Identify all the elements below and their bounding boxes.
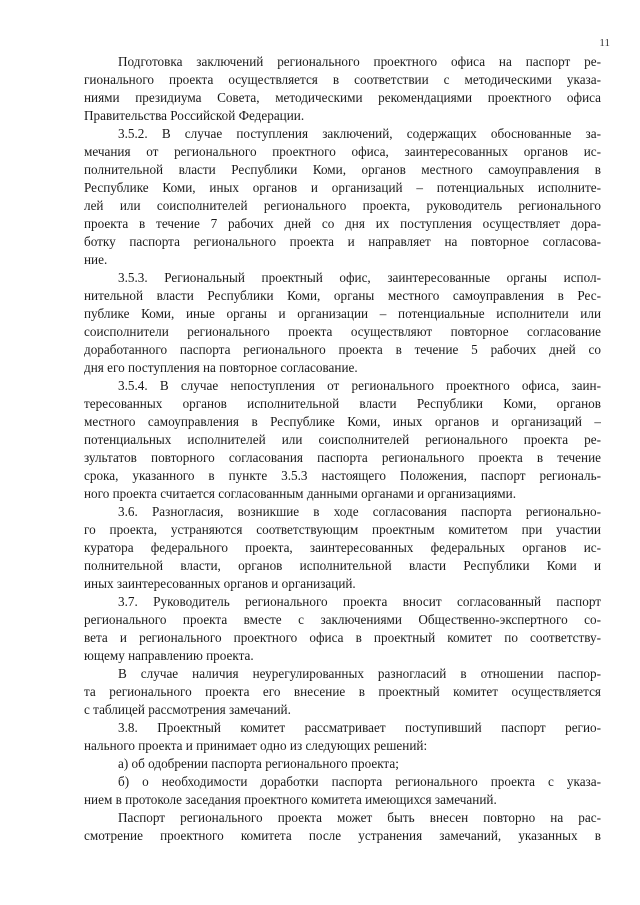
text-line: регионального проекта вместе с заключениями Общественно-экспертного со- (84, 612, 601, 627)
text-line: нального проекта и принимает одно из следующих решений: (84, 738, 428, 753)
text-line: та регионального проекта его внесение в проектный комитет осуществляется (84, 684, 601, 699)
text-line: проекта в течение 7 рабочих дней со дня их поступления осуществляет дора- (84, 216, 601, 231)
text-line: 3.6. Разногласия, возникшие в ходе согласования паспорта регионально- (118, 504, 601, 519)
text-line: куратора федерального проекта, заинтересованных федеральных органов ис- (84, 540, 601, 555)
text-line: ющему направлению проекта. (84, 648, 254, 663)
text-line: ниями президиума Совета, методическими рекомендациями проектного офиса (84, 90, 601, 105)
text-line: полнительной власти, органов исполнительной власти Республики Коми и (84, 558, 601, 573)
text-line: иных заинтересованных органов и организаций. (84, 576, 356, 591)
text-line: 3.5.4. В случае непоступления от регионального проектного офиса, заин- (118, 378, 601, 393)
text-line: 3.8. Проектный комитет рассматривает поступивший паспорт регио- (118, 720, 601, 735)
text-line: 3.5.3. Региональный проектный офис, заинтересованные органы испол- (118, 270, 601, 285)
text-line: соисполнители регионального проекта осуществляют повторное согласование (84, 324, 601, 339)
text-line: вета и регионального проектного офиса в проектный комитет по соответству- (84, 630, 601, 645)
text-line: нием в протоколе заседания проектного комитета имеющихся замечаний. (84, 792, 497, 807)
text-line: го проекта, устраняются соответствующим проектным комитетом при участии (84, 522, 601, 537)
text-line: 3.5.2. В случае поступления заключений, содержащих обоснованные за- (118, 126, 601, 141)
text-line: местного самоуправления в Республике Коми, иных органов и организаций – (84, 414, 601, 429)
text-line: лей или соисполнителей регионального проекта, руководитель регионального (84, 198, 601, 213)
text-line: потенциальных исполнителей или соисполнителей регионального проекта ре- (84, 432, 601, 447)
text-line: б) о необходимости доработки паспорта регионального проекта с указа- (118, 774, 601, 789)
text-line: зультатов повторного согласования паспорта регионального проекта в течение (84, 450, 601, 465)
text-line: нительной власти Республики Коми, органы местного самоуправления в Рес- (84, 288, 601, 303)
text-line: а) об одобрении паспорта регионального проекта; (118, 756, 399, 771)
text-line: тересованных органов исполнительной власти Республики Коми, органов (84, 396, 601, 411)
text-line: доработанного паспорта регионального проекта в течение 5 рабочих дней со (84, 342, 601, 357)
text-line: Паспорт регионального проекта может быть внесен повторно на рас- (118, 810, 601, 825)
text-line: полнительной власти Республики Коми, органов местного самоуправления в (84, 162, 601, 177)
text-line: мечания от регионального проектного офиса, заинтересованных органов ис- (84, 144, 601, 159)
text-line: Республике Коми, иных органов и организаций – потенциальных исполните- (84, 180, 601, 195)
text-line: ботку паспорта регионального проекта и направляет на повторное согласова- (84, 234, 601, 249)
text-line: ного проекта считается согласованным данными органами и организациями. (84, 486, 516, 501)
page-number: 11 (599, 37, 610, 49)
text-line: Правительства Российской Федерации. (84, 108, 305, 123)
text-line: срока, указанного в пункте 3.5.3 настоящего Положения, паспорт региональ- (84, 468, 601, 483)
text-line: В случае наличия неурегулированных разногласий в отношении паспор- (118, 666, 601, 681)
text-line: ние. (84, 252, 108, 267)
text-line: гионального проекта осуществляется в соответствии с методическими указа- (84, 72, 601, 87)
text-line: 3.7. Руководитель регионального проекта вносит согласованный паспорт (118, 594, 601, 609)
text-line: Подготовка заключений регионального проектного офиса на паспорт ре- (118, 54, 601, 69)
text-line: публике Коми, иные органы и организации – потенциальные исполнители или (84, 306, 601, 321)
text-line: с таблицей рассмотрения замечаний. (84, 702, 291, 717)
text-line: дня его поступления на повторное согласование. (84, 360, 358, 375)
text-line: смотрение проектного комитета после устранения замечаний, указанных в (84, 828, 601, 843)
